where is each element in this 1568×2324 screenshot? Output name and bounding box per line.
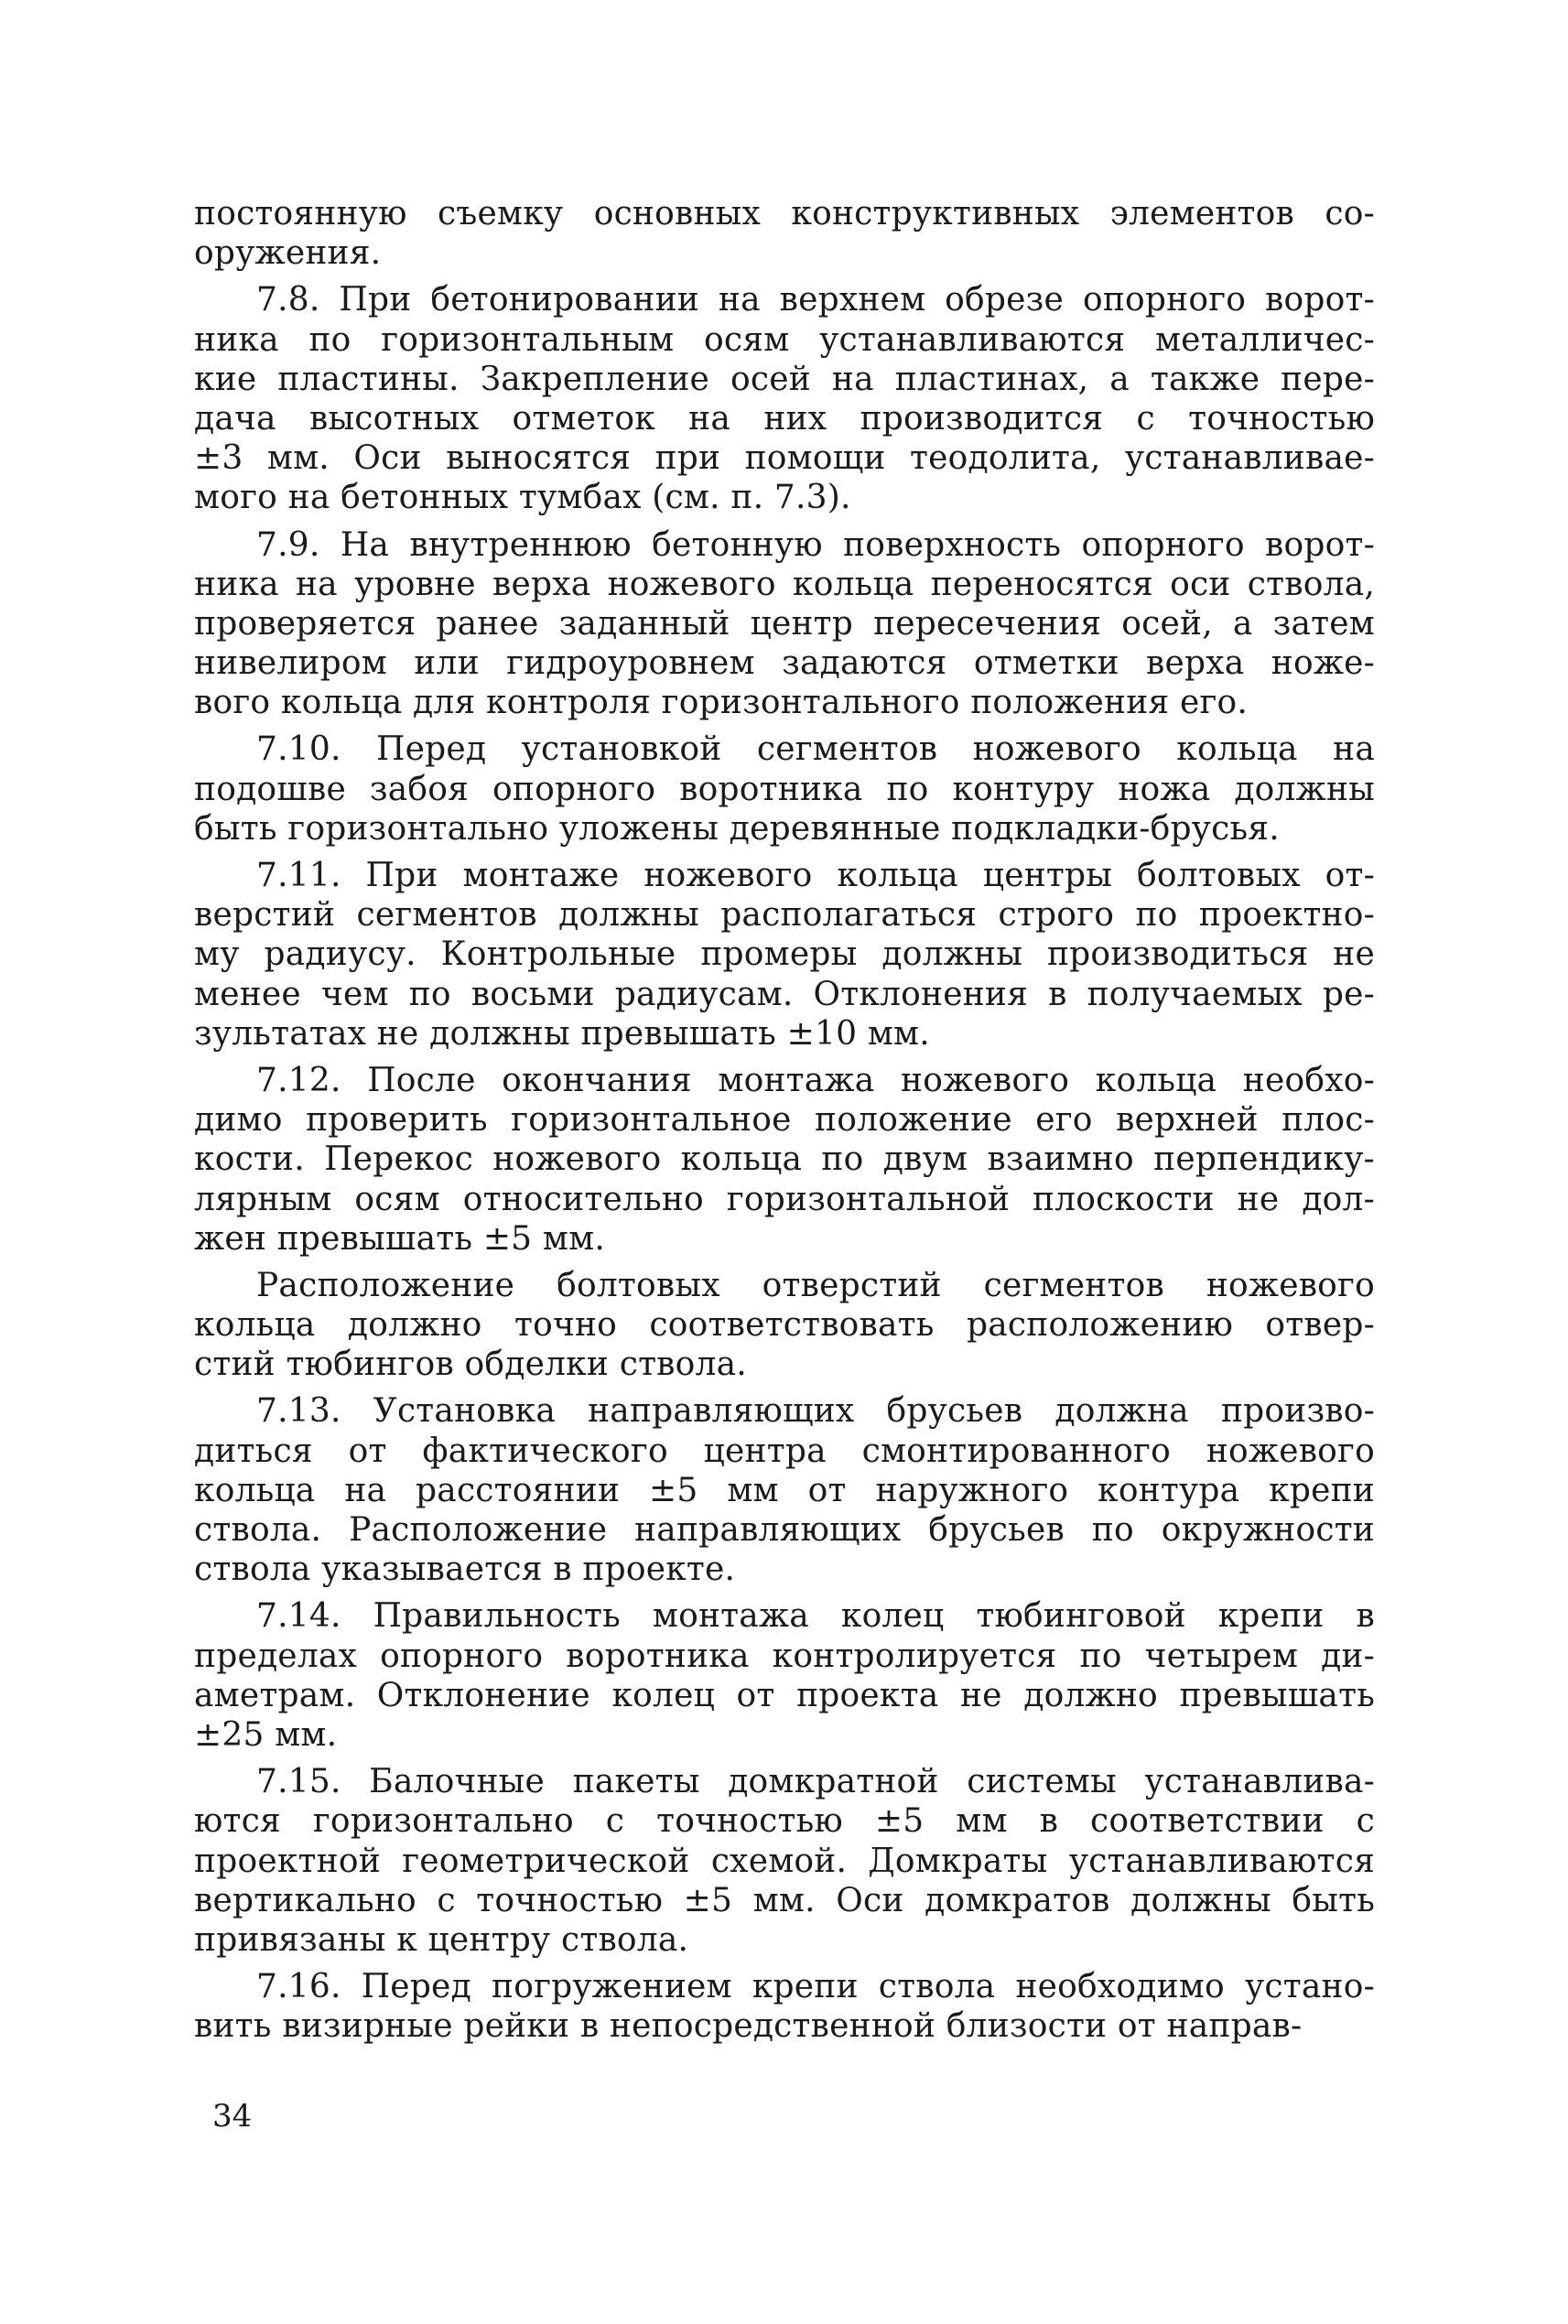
text-line: кольца должно точно соответствовать расположению отвер- (194, 1306, 1375, 1345)
paragraph-p-7-13 (194, 1391, 1375, 1589)
text-line: нивелиром или гидроуровнем задаются отметки верха ноже- (194, 644, 1375, 683)
text-line: ±25 мм. (194, 1715, 338, 1754)
text-line: ника по горизонтальным осям устанавливаются металличес- (194, 320, 1375, 359)
text-line: 7.12. После окончания монтажа ножевого кольца необхо- (256, 1061, 1375, 1099)
text-line: лярным осям относительно горизонтальной плоскости не дол- (194, 1180, 1375, 1218)
paragraph-p-7-10 (194, 730, 1375, 849)
paragraph-p-7-15 (194, 1762, 1375, 1960)
paragraph-gap (194, 1589, 1375, 1596)
text-line: ются горизонтально с точностью ±5 мм в соответствии с (194, 1802, 1375, 1841)
text-line: проверяется ранее заданный центр пересечения осей, а затем (194, 604, 1375, 643)
text-line: вить визирные рейки в непосредственной близости от направ- (194, 2007, 1303, 2046)
text-line: ствола указывается в проекте. (194, 1551, 736, 1589)
text-line: 7.8. При бетонировании на верхнем обрезе опорного ворот- (256, 281, 1375, 319)
text-line: кости. Перекос ножевого кольца по двум взаимно перпендику- (194, 1140, 1375, 1179)
text-line: му радиусу. Контрольные промеры должны производиться не (194, 935, 1375, 974)
paragraph-gap (194, 1054, 1375, 1061)
paragraph-gap (194, 273, 1375, 280)
text-line: 7.16. Перед погружением крепи ствола необходимо устано- (256, 1968, 1375, 2006)
text-line: 7.9. На внутреннюю бетонную поверхность опорного ворот- (256, 525, 1375, 564)
text-line: зультатах не должны превышать ±10 мм. (194, 1014, 930, 1053)
text-line: стий тюбингов обделки ствола. (194, 1346, 747, 1384)
text-line: Расположение болтовых отверстий сегментов ножевого (256, 1266, 1375, 1304)
text-line: 7.10. Перед установкой сегментов ножевого кольца на (256, 730, 1375, 769)
text-line: 7.14. Правильность монтажа колец тюбинговой крепи в (256, 1597, 1375, 1636)
paragraph-gap (194, 1384, 1375, 1391)
paragraph-p-7-12 (194, 1061, 1375, 1259)
text-line: кольца на расстоянии ±5 мм от наружного контура крепи (194, 1471, 1375, 1509)
text-line: ствола. Расположение направляющих брусьев по окружности (194, 1511, 1375, 1549)
text-line: вого кольца для контроля горизонтального положения его. (194, 684, 1249, 722)
paragraph-p-intro (194, 194, 1375, 273)
text-line: привязаны к центру ствола. (194, 1920, 689, 1959)
text-line: димо проверить горизонтальное положение его верхней плос- (194, 1101, 1375, 1140)
text-line: оружения. (194, 234, 382, 273)
text-line: мого на бетонных тумбах (см. п. 7.3). (194, 479, 851, 517)
text-line: верстий сегментов должны располагаться строго по проектно- (194, 896, 1375, 935)
text-line: быть горизонтально уложены деревянные подкладки-брусья. (194, 809, 1280, 848)
text-line: проектной геометрической схемой. Домкраты устанавливаются (194, 1842, 1375, 1880)
text-line: аметрам. Отклонение колец от проекта не должно превышать (194, 1676, 1375, 1714)
page-number: 34 (212, 2098, 253, 2135)
paragraph-gap (194, 1755, 1375, 1762)
paragraph-gap (194, 849, 1375, 856)
paragraph-p-7-11 (194, 856, 1375, 1054)
text-line: дача высотных отметок на них производится с точностью (194, 399, 1375, 438)
paragraph-p-7-9 (194, 525, 1375, 723)
paragraph-p-bolts (194, 1266, 1375, 1385)
paragraph-gap (194, 722, 1375, 730)
text-line: 7.15. Балочные пакеты домкратной системы устанавлива- (256, 1763, 1375, 1801)
text-line: вертикально с точностью ±5 мм. Оси домкратов должны быть (194, 1881, 1375, 1919)
paragraph-gap (194, 518, 1375, 525)
paragraph-p-7-8 (194, 280, 1375, 517)
text-line: диться от фактического центра смонтированного ножевого (194, 1432, 1375, 1470)
text-line: пределах опорного воротника контролируется по четырем ди- (194, 1637, 1375, 1675)
paragraph-p-7-16 (194, 1967, 1375, 2046)
text-line: 7.11. При монтаже ножевого кольца центры болтовых от- (256, 857, 1375, 894)
text-line: 7.13. Установка направляющих брусьев должна произво- (256, 1392, 1375, 1431)
paragraph-gap (194, 1960, 1375, 1967)
text-line: постоянную съемку основных конструктивных элементов со- (194, 195, 1375, 232)
text-line: жен превышать ±5 мм. (194, 1219, 605, 1258)
text-line: ±3 мм. Оси выносятся при помощи теодолита, устанавливае- (194, 439, 1375, 478)
paragraph-gap (194, 1259, 1375, 1266)
page-body (194, 194, 1375, 2046)
paragraph-p-7-14 (194, 1596, 1375, 1755)
text-line: менее чем по восьми радиусам. Отклонения в получаемых ре- (194, 975, 1375, 1013)
text-line: ника на уровне верха ножевого кольца переносятся оси ствола, (194, 565, 1375, 603)
text-line: подошве забоя опорного воротника по контуру ножа должны (194, 770, 1375, 808)
text-line: кие пластины. Закрепление осей на пластинах, а также пере- (194, 360, 1375, 398)
